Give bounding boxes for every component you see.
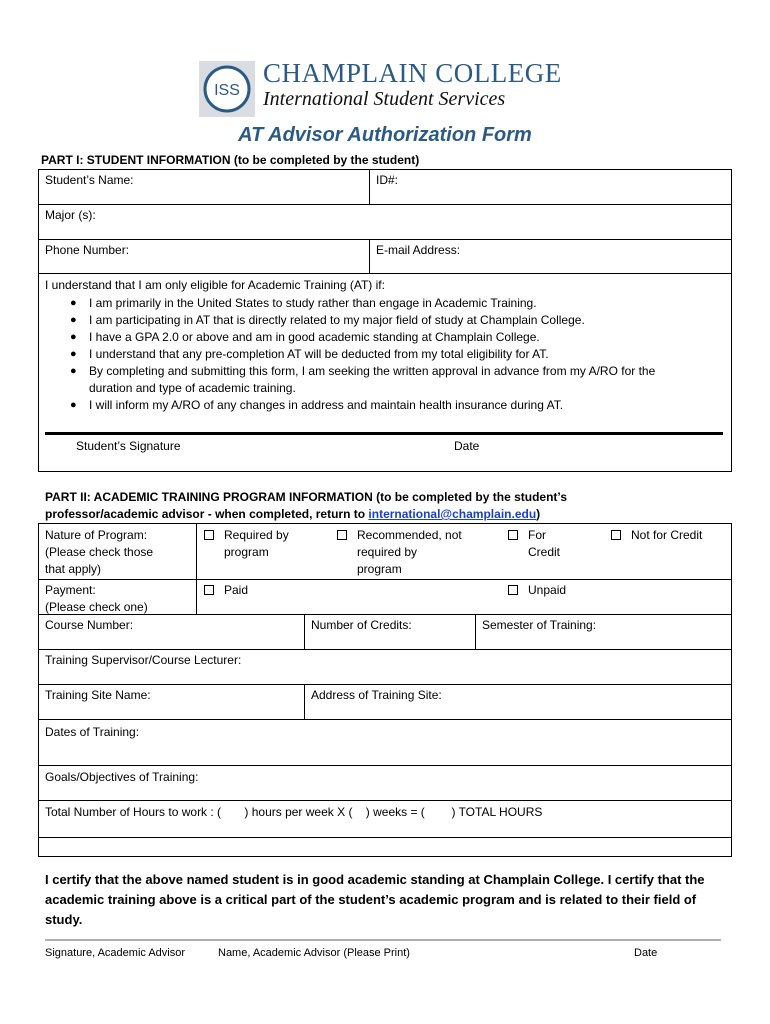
unpaid-label: Unpaid: [528, 583, 567, 597]
nature-label: Nature of Program: (Please check those that apply): [45, 528, 154, 576]
return-email-link[interactable]: international@champlain.edu: [368, 507, 537, 521]
advisor-signature-line[interactable]: [45, 939, 721, 941]
list-item: ● I will inform my A/RO of any changes in address and maintain health insurance during AT.: [70, 398, 564, 412]
for-credit-checkbox[interactable]: [508, 530, 518, 540]
department-name: International Student Services: [263, 88, 506, 110]
credits-field[interactable]: Number of Credits:: [311, 618, 412, 632]
recommended-checkbox[interactable]: [337, 530, 347, 540]
email-field[interactable]: E-mail Address:: [376, 243, 461, 257]
students-name-field[interactable]: Student’s Name:: [45, 173, 134, 187]
required-checkbox[interactable]: [204, 530, 214, 540]
semester-field[interactable]: Semester of Training:: [482, 618, 597, 632]
certification-text: I certify that the above named student is in good academic standing at Champlain College. I certify that the academic training above is a critical part of the student’s academic program and is related to their field of study.: [45, 872, 705, 927]
dates-field[interactable]: Dates of Training:: [45, 725, 140, 739]
unpaid-checkbox[interactable]: [508, 585, 518, 595]
list-item: ● I have a GPA 2.0 or above and am in good academic standing at Champlain College.: [70, 330, 540, 344]
for-credit-label: For Credit: [528, 528, 561, 559]
part2-heading: PART II: ACADEMIC TRAINING PROGRAM INFORMATION (to be completed by the student’s professor/academic advisor - when completed, return to international@champlain.edu): [45, 490, 567, 521]
signature-line[interactable]: [45, 432, 723, 435]
list-item: ● I am primarily in the United States to study rather than engage in Academic Training.: [70, 296, 537, 310]
required-label: Required by program: [224, 528, 289, 559]
logo-text: ISS: [214, 82, 240, 99]
advisor-signature-label: Signature, Academic Advisor: [45, 947, 186, 959]
advisor-name-label: Name, Academic Advisor (Please Print): [218, 947, 410, 959]
iss-logo: [199, 61, 255, 117]
paid-label: Paid: [224, 583, 249, 597]
site-name-field[interactable]: Training Site Name:: [45, 688, 151, 702]
site-address-field[interactable]: Address of Training Site:: [311, 688, 442, 702]
hours-field[interactable]: Total Number of Hours to work : ( ) hours per week X ( ) weeks = ( ) TOTAL HOURS: [45, 805, 543, 819]
payment-label: Payment: (Please check one): [45, 583, 148, 614]
college-name: CHAMPLAIN COLLEGE: [263, 58, 562, 88]
not-for-credit-label: Not for Credit: [631, 528, 703, 542]
supervisor-field[interactable]: Training Supervisor/Course Lecturer:: [45, 653, 242, 667]
eligibility-intro: I understand that I am only eligible for Academic Training (AT) if:: [45, 278, 385, 292]
paid-checkbox[interactable]: [204, 585, 214, 595]
list-item: duration and type of academic training.: [89, 381, 296, 395]
list-item: ● I understand that any pre-completion AT will be deducted from my total eligibility for AT.: [70, 347, 549, 361]
eligibility-list: [45, 295, 725, 414]
list-item: ● I am participating in AT that is directly related to my major field of study at Champlain College.: [70, 313, 585, 327]
goals-field[interactable]: Goals/Objectives of Training:: [45, 770, 199, 784]
major-field[interactable]: Major (s):: [45, 208, 96, 222]
not-for-credit-checkbox[interactable]: [611, 530, 621, 540]
id-field[interactable]: ID#:: [376, 173, 399, 187]
student-date-label: Date: [454, 439, 480, 453]
part1-heading: PART I: STUDENT INFORMATION (to be completed by the student): [41, 153, 420, 167]
phone-field[interactable]: Phone Number:: [45, 243, 130, 257]
form-title: AT Advisor Authorization Form: [238, 124, 532, 146]
recommended-label: Recommended, not required by program: [357, 528, 462, 576]
student-signature-label: Student’s Signature: [76, 439, 181, 453]
list-item: ● By completing and submitting this form, I am seeking the written approval in advance from my A/RO for the: [70, 364, 656, 378]
course-number-field[interactable]: Course Number:: [45, 618, 134, 632]
advisor-date-label: Date: [634, 947, 658, 959]
